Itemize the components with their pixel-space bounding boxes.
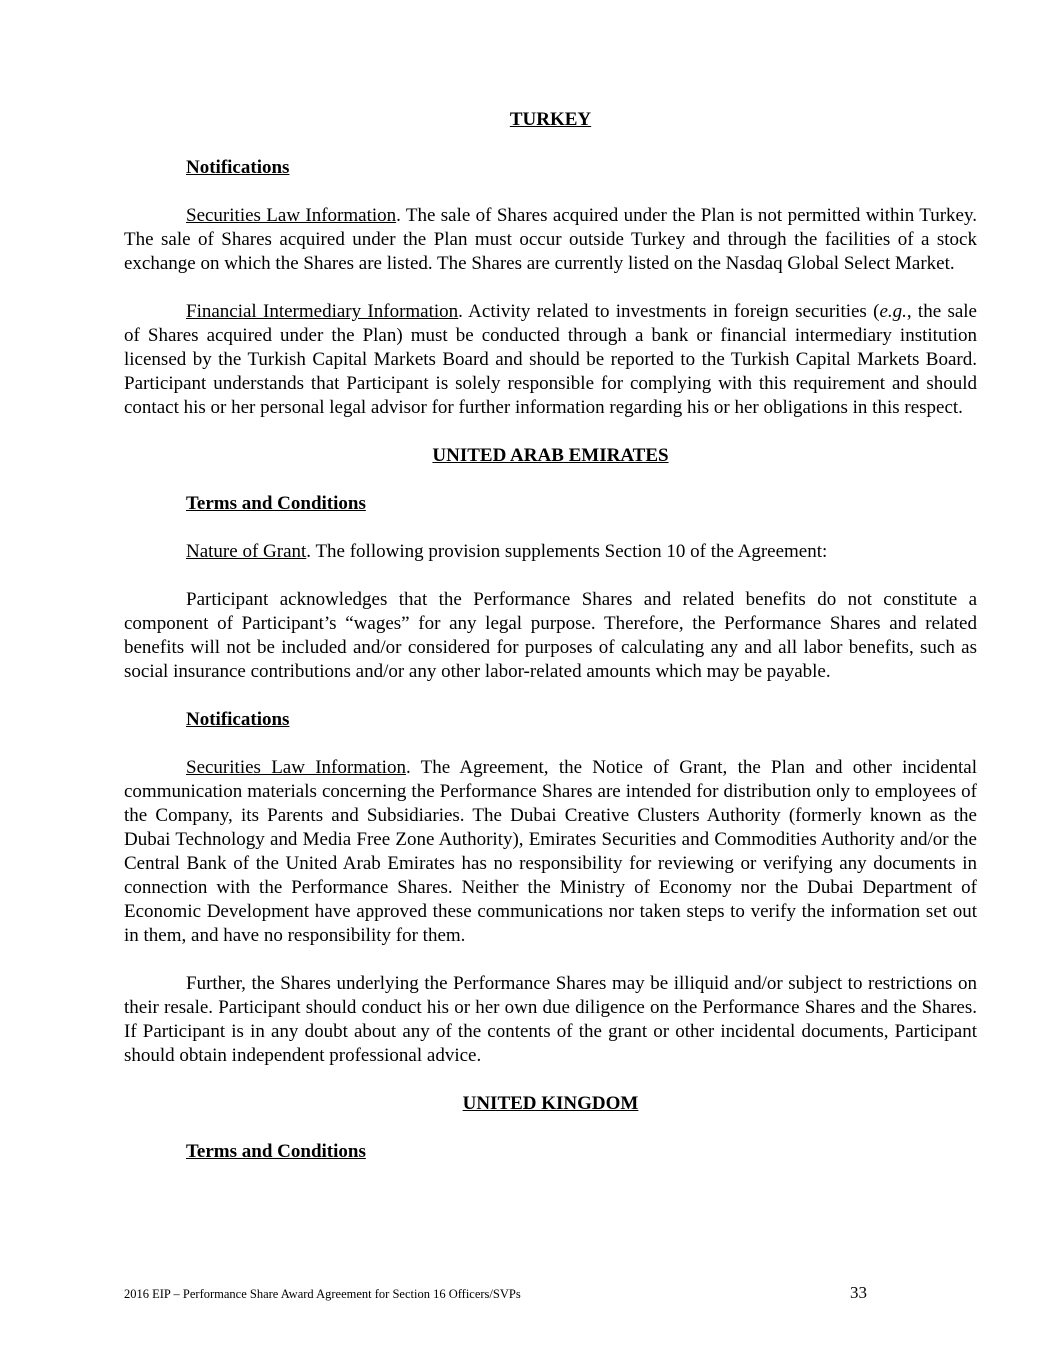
subheading-uae-notifications: Notifications [186, 709, 290, 730]
section-heading-uae: UNITED ARAB EMIRATES [432, 445, 669, 466]
paragraph-label: Financial Intermediary Information [186, 301, 459, 322]
paragraph-text: . The Agreement, the Notice of Grant, the Plan and other incidental communication materials concerning the Performance Shares are intended for distribution only to employees of the Company, its Parents and Subsidiaries. The Dubai Creative Clusters Authority (formerly known as the Dubai Technology and Media Free Zone Authority), Emirates Securities and Commodities Authority and/or the Central Bank of the United Arab Emirates has no responsibility for reviewing or verifying any documents in connection with the Performance Shares. Neither the Ministry of Economy nor the Dubai Department of Economic Development have approved these communications nor taken steps to verify the information set out in them, and have no responsibility for them. [124, 757, 978, 946]
paragraph-uae-nature-of-grant [124, 540, 977, 564]
section-heading-turkey: TURKEY [509, 109, 592, 130]
page-footer: 2016 EIP – Performance Share Award Agreement for Section 16 Officers/SVPs [124, 1287, 521, 1301]
paragraph-italic-text: e.g. [879, 301, 907, 322]
document-body [124, 108, 977, 1188]
paragraph-uae-acknowledgement: Participant acknowledges that the Performance Shares and related benefits do not constitute a component of Participant’s “wages” for any legal purpose. Therefore, the Performance Shares and related benefits will not be included and/or considered for purposes of calculating any and all labor benefits, such as social insurance contributions and/or any other labor-related amounts which may be payable. [124, 589, 977, 682]
subheading-turkey-notifications: Notifications [186, 157, 290, 178]
paragraph-text: , the sale of Shares acquired under the Plan) must be conducted through a bank or financial intermediary institution licensed by the Turkish Capital Markets Board and should be reported to the Turkish Capital Markets Board. Participant understands that Participant is solely responsible for complying with this requirement and should contact his or her personal legal advisor for further information regarding his or her obligations in this respect. [124, 301, 977, 418]
paragraph-uae-securities-law [124, 756, 977, 948]
paragraph-label: Nature of Grant [186, 541, 307, 562]
paragraph-label: Securities Law Information [186, 757, 406, 778]
paragraph-turkey-securities-law [124, 204, 977, 276]
page-number: 33 [850, 1283, 867, 1302]
paragraph-label: Securities Law Information [186, 205, 397, 226]
subheading-uk-terms: Terms and Conditions [186, 1141, 366, 1162]
paragraph-text: . The sale of Shares acquired under the Plan is not permitted within Turkey. The sale of Shares acquired under the Plan must occur outside Turkey and through the facilities of a stock exchange on which the Shares are listed. The Shares are currently listed on the Nasdaq Global Select Market. [124, 205, 978, 274]
paragraph-uae-further: Further, the Shares underlying the Performance Shares may be illiquid and/or subject to restrictions on their resale. Participant should conduct his or her own due diligence on the Performance Shares and the Shares. If Participant is in any doubt about any of the contents of the grant or other incidental documents, Participant should obtain independent professional advice. [124, 973, 977, 1066]
paragraph-text: . The following provision supplements Section 10 of the Agreement: [306, 541, 828, 562]
paragraph-text: . Activity related to investments in foreign securities ( [458, 301, 880, 322]
subheading-uae-terms: Terms and Conditions [186, 493, 366, 514]
paragraph-turkey-financial-intermediary [124, 300, 977, 420]
section-heading-uk: UNITED KINGDOM [462, 1093, 639, 1114]
